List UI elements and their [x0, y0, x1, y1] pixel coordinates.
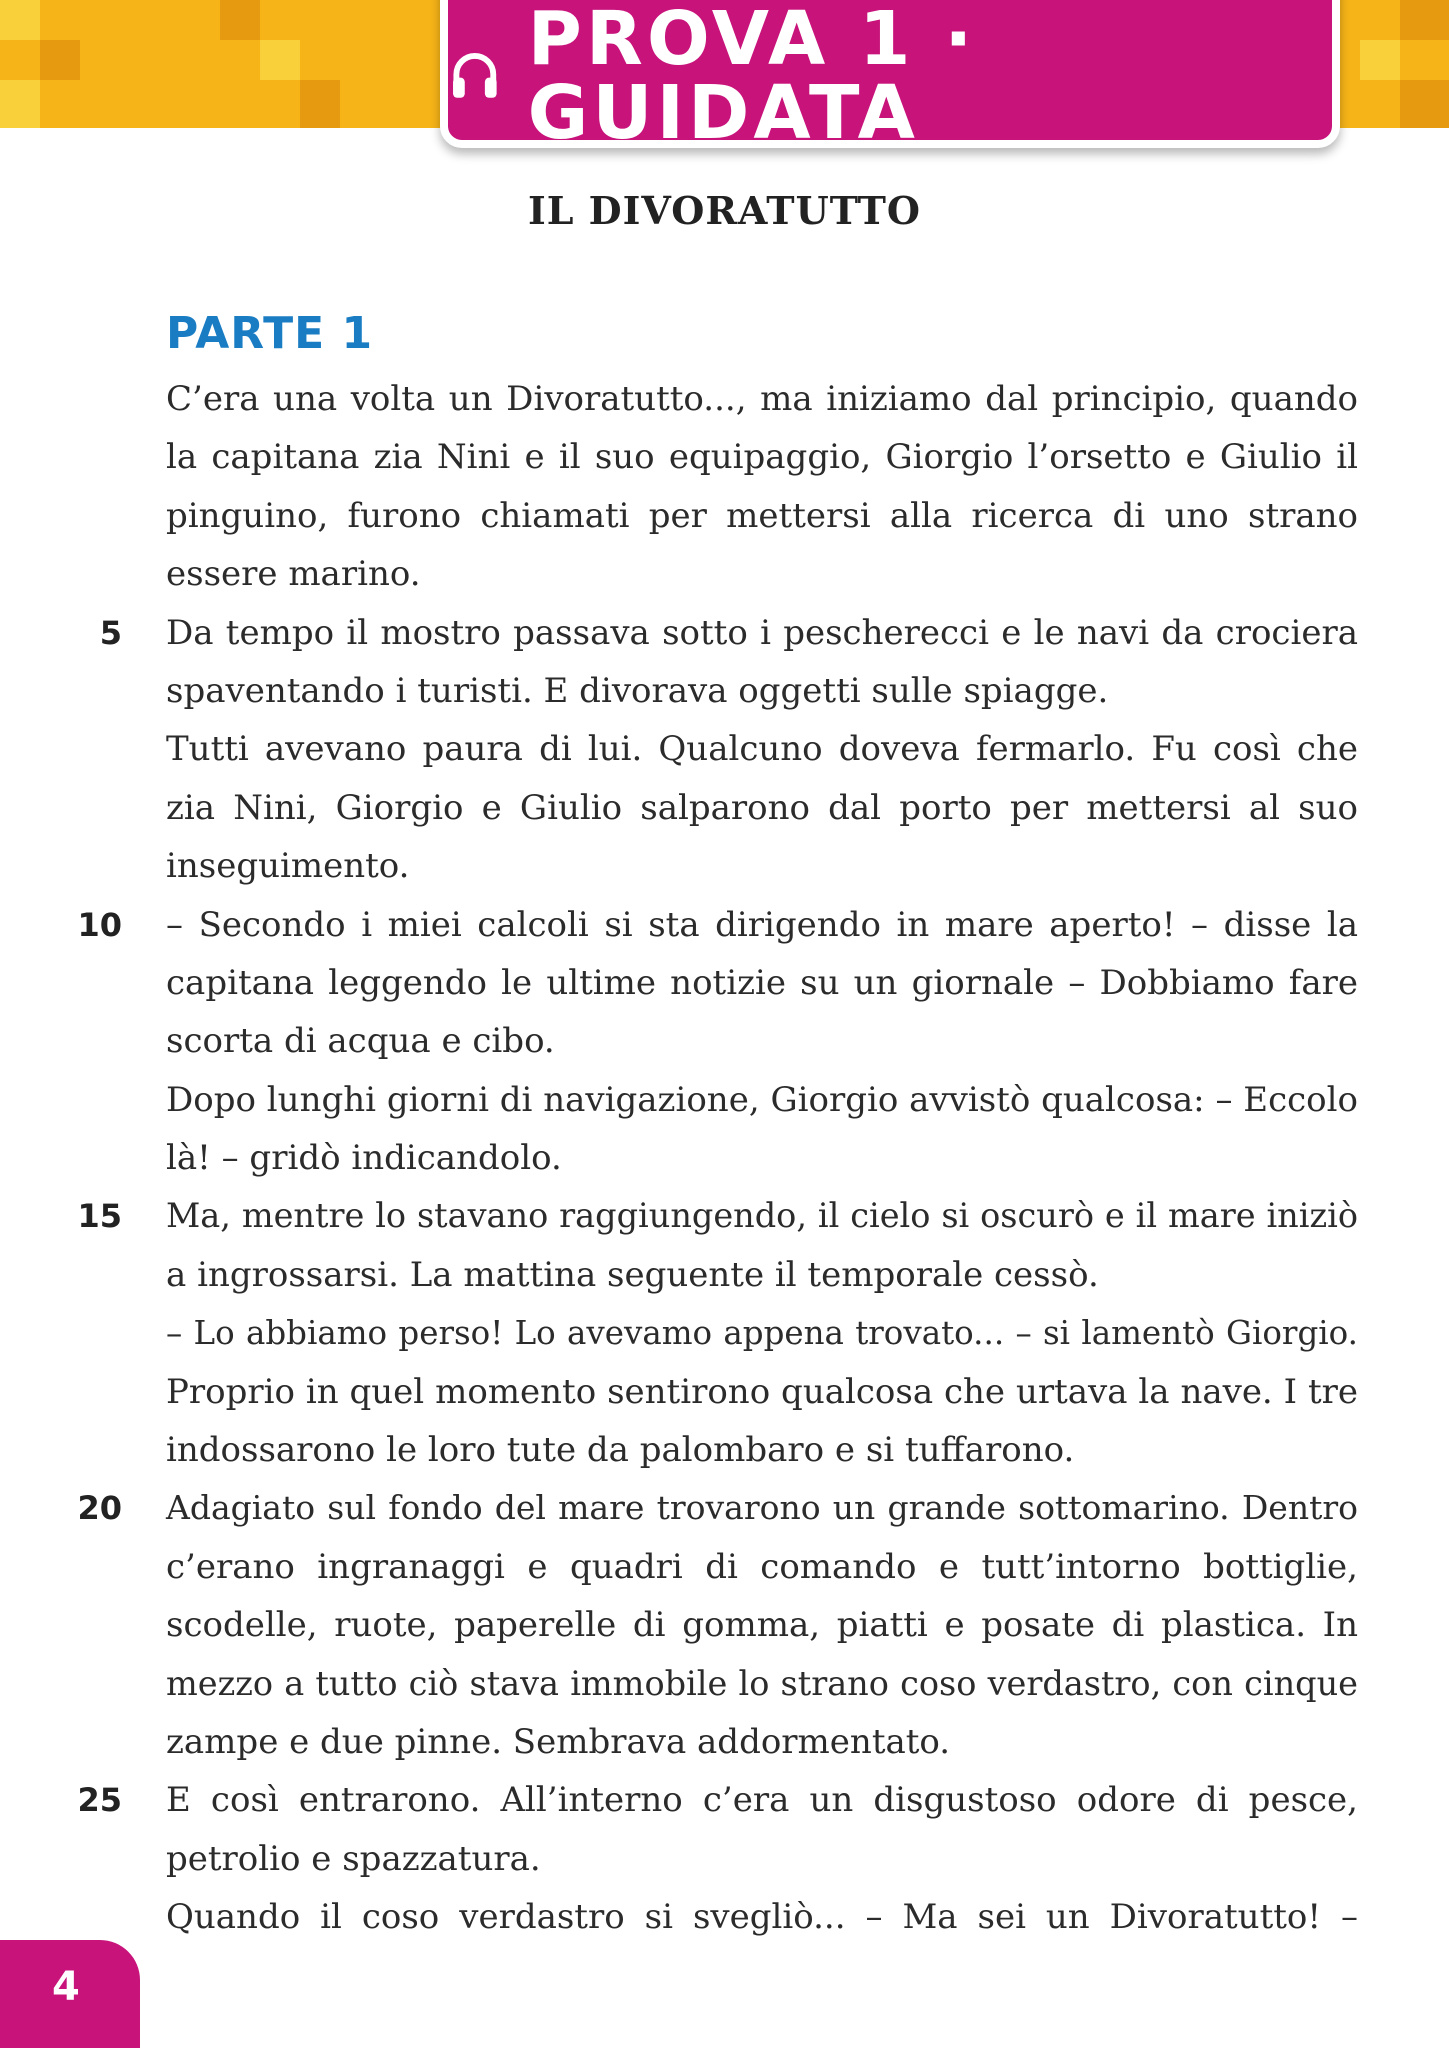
line-number: 15	[77, 1197, 122, 1236]
line-text: Dopo lunghi giorni di navigazione, Giorgio avvistò qualcosa: – Eccolo	[166, 1079, 1358, 1120]
line-text: – Lo abbiamo perso! Lo avevamo appena trovato... – si lamentò Giorgio.	[166, 1314, 1358, 1353]
text-line	[77, 896, 1358, 954]
line-text: C’era una volta un Divoratutto..., ma iniziamo dal principio, quando	[166, 379, 1358, 419]
line-text: c’erano ingranaggi e quadri di comando e tutt’intorno bottiglie,	[166, 1546, 1358, 1587]
line-text: Quando il coso verdastro si svegliò... – Ma sei un Divoratutto! –	[166, 1897, 1358, 1938]
text-line	[166, 1012, 1358, 1070]
line-text: là! – gridò indicandolo.	[166, 1138, 562, 1179]
line-number: 5	[99, 613, 122, 652]
line-text: zampe e due pinne. Sembrava addormentato.	[166, 1721, 951, 1762]
line-text: scorta di acqua e cibo.	[166, 1021, 555, 1062]
text-line	[166, 1071, 1358, 1129]
line-text: Ma, mentre lo stavano raggiungendo, il cielo si oscurò e il mare iniziò	[166, 1196, 1358, 1236]
line-text: E così entrarono. All’interno c’era un disgustoso odore di pesce,	[166, 1780, 1358, 1821]
decor-square	[300, 80, 340, 128]
text-line	[166, 954, 1358, 1012]
decor-square	[1400, 0, 1449, 40]
decor-square	[1400, 80, 1449, 128]
line-text: mezzo a tutto ciò stava immobile lo strano coso verdastro, con cinque	[166, 1663, 1358, 1703]
text-line	[77, 1187, 1358, 1245]
line-text: capitana leggendo le ultime notizie su un giornale – Dobbiamo fare	[166, 962, 1358, 1003]
text-line	[166, 370, 1358, 428]
text-line	[166, 428, 1358, 486]
text-line	[166, 1129, 1358, 1187]
decor-square	[40, 40, 80, 80]
line-text: inseguimento.	[166, 846, 410, 887]
line-text: Da tempo il mostro passava sotto i pescherecci e le navi da crociera	[166, 612, 1358, 653]
text-line	[166, 1304, 1358, 1362]
story-title: IL DIVORATUTTO	[527, 188, 922, 233]
text-line	[166, 720, 1358, 778]
decor-square	[0, 80, 40, 128]
part-heading: PARTE 1	[166, 308, 374, 359]
text-line	[166, 779, 1358, 837]
text-line	[77, 1771, 1358, 1829]
line-text: la capitana zia Nini e il suo equipaggio, Giorgio l’orsetto e Giulio il	[166, 437, 1358, 478]
text-line	[166, 545, 1358, 603]
text-line	[166, 1830, 1358, 1888]
decor-square	[260, 40, 300, 80]
headphones-icon	[448, 47, 502, 105]
page-number: 4	[52, 1964, 80, 2010]
text-line	[166, 1538, 1358, 1596]
text-line	[166, 1655, 1358, 1713]
line-text: Tutti avevano paura di lui. Qualcuno doveva fermarlo. Fu così che	[166, 729, 1358, 770]
decor-square	[1360, 40, 1400, 80]
line-text: zia Nini, Giorgio e Giulio salparono dal porto per mettersi al suo	[166, 787, 1358, 828]
text-line	[166, 1888, 1358, 1946]
line-text: essere marino.	[166, 554, 421, 595]
line-text: a ingrossarsi. La mattina seguente il temporale cessò.	[166, 1254, 1099, 1295]
text-line	[166, 837, 1358, 895]
page-title: PROVA 1 · GUIDATA	[527, 0, 977, 156]
text-line	[166, 1363, 1358, 1421]
text-line	[166, 1596, 1358, 1654]
story-text	[77, 370, 1358, 1947]
line-text: scodelle, ruote, paperelle di gomma, piatti e posate di plastica. In	[166, 1605, 1358, 1646]
line-text: – Secondo i miei calcoli si sta dirigendo in mare aperto! – disse la	[166, 904, 1358, 945]
line-number: 25	[77, 1781, 122, 1820]
text-line	[166, 1246, 1358, 1304]
line-text: Adagiato sul fondo del mare trovarono un grande sottomarino. Dentro	[166, 1488, 1358, 1528]
text-line	[166, 662, 1358, 720]
text-line	[99, 604, 1358, 662]
text-line	[166, 1713, 1358, 1771]
text-line	[166, 487, 1358, 545]
decor-square	[0, 0, 40, 40]
line-text: Proprio in quel momento sentirono qualcosa che urtava la nave. I tre	[166, 1371, 1358, 1412]
decor-square	[220, 0, 260, 40]
page-number-tab	[0, 1940, 140, 2048]
line-text: petrolio e spazzatura.	[166, 1838, 541, 1879]
text-line	[166, 1421, 1358, 1479]
text-line	[77, 1479, 1358, 1537]
line-text: spaventando i turisti. E divorava oggetti sulle spiagge.	[166, 670, 1109, 711]
title-banner	[440, 0, 1340, 156]
line-number: 10	[77, 905, 122, 944]
line-text: pinguino, furono chiamati per mettersi alla ricerca di uno strano	[166, 495, 1358, 536]
line-number: 20	[77, 1489, 122, 1528]
line-text: indossarono le loro tute da palombaro e si tuffarono.	[166, 1430, 1075, 1471]
